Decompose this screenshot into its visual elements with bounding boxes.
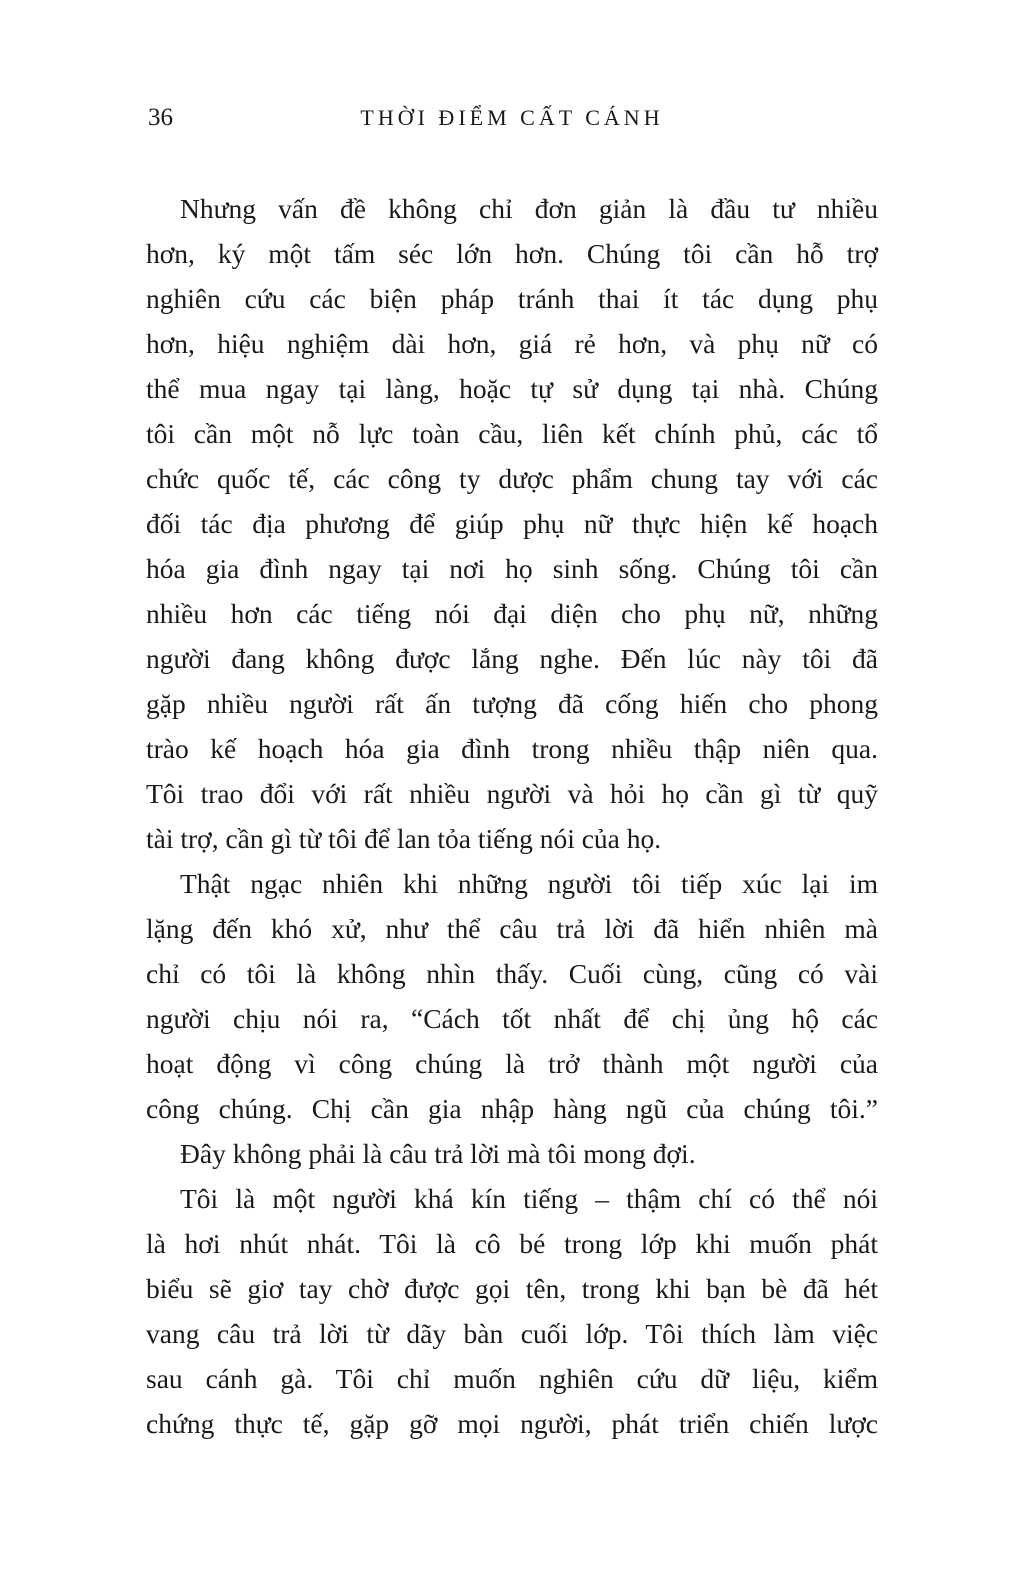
text-line: chức quốc tế, các công ty dược phẩm chung tay với các [146, 463, 878, 494]
text-line: gặp nhiều người rất ấn tượng đã cống hiến cho phong [146, 688, 878, 719]
text-line: tài trợ, cần gì từ tôi để lan tỏa tiếng nói của họ. [146, 823, 662, 854]
text-line: người chịu nói ra, “Cách tốt nhất để chị ủng hộ các [146, 1003, 878, 1034]
text-line: thể mua ngay tại làng, hoặc tự sử dụng tại nhà. Chúng [146, 373, 878, 404]
text-line: hóa gia đình ngay tại nơi họ sinh sống. Chúng tôi cần [146, 553, 878, 584]
page-body [146, 186, 878, 1446]
text-line: tôi cần một nỗ lực toàn cầu, liên kết chính phủ, các tổ [146, 418, 878, 449]
text-line: Đây không phải là câu trả lời mà tôi mong đợi. [180, 1138, 696, 1169]
text-line: công chúng. Chị cần gia nhập hàng ngũ của chúng tôi.” [146, 1093, 878, 1124]
paragraph [146, 1131, 878, 1176]
text-line: chỉ có tôi là không nhìn thấy. Cuối cùng, cũng có vài [146, 958, 878, 989]
text-line: Thật ngạc nhiên khi những người tôi tiếp xúc lại im [180, 868, 878, 899]
text-line: biểu sẽ giơ tay chờ được gọi tên, trong khi bạn bè đã hét [146, 1273, 878, 1304]
text-line: trào kế hoạch hóa gia đình trong nhiều thập niên qua. [146, 733, 878, 764]
text-line: sau cánh gà. Tôi chỉ muốn nghiên cứu dữ liệu, kiểm [146, 1363, 878, 1394]
running-title: THỜI ĐIỂM CẤT CÁNH [360, 105, 664, 130]
text-line: đối tác địa phương để giúp phụ nữ thực hiện kế hoạch [146, 508, 878, 539]
paragraph [146, 861, 878, 1131]
paragraph [146, 186, 878, 861]
text-line: hoạt động vì công chúng là trở thành một người của [146, 1048, 878, 1079]
text-line: hơn, hiệu nghiệm dài hơn, giá rẻ hơn, và phụ nữ có [146, 328, 878, 359]
text-line: vang câu trả lời từ dãy bàn cuối lớp. Tôi thích làm việc [146, 1318, 878, 1349]
text-line: Tôi trao đổi với rất nhiều người và hỏi họ cần gì từ quỹ [146, 778, 878, 809]
text-line: Nhưng vấn đề không chỉ đơn giản là đầu tư nhiều [180, 193, 878, 224]
paragraph [146, 1176, 878, 1446]
page-header [146, 101, 878, 135]
text-line: người đang không được lắng nghe. Đến lúc này tôi đã [146, 643, 878, 674]
text-line: hơn, ký một tấm séc lớn hơn. Chúng tôi cần hỗ trợ [146, 238, 878, 269]
text-line: lặng đến khó xử, như thể câu trả lời đã hiển nhiên mà [146, 913, 878, 944]
text-line: chứng thực tế, gặp gỡ mọi người, phát triển chiến lược [146, 1408, 878, 1439]
page-number: 36 [148, 104, 173, 131]
text-line: nghiên cứu các biện pháp tránh thai ít tác dụng phụ [146, 283, 878, 314]
text-line: là hơi nhút nhát. Tôi là cô bé trong lớp khi muốn phát [146, 1228, 878, 1259]
text-line: nhiều hơn các tiếng nói đại diện cho phụ nữ, những [146, 598, 878, 629]
text-line: Tôi là một người khá kín tiếng – thậm chí có thể nói [180, 1183, 878, 1214]
